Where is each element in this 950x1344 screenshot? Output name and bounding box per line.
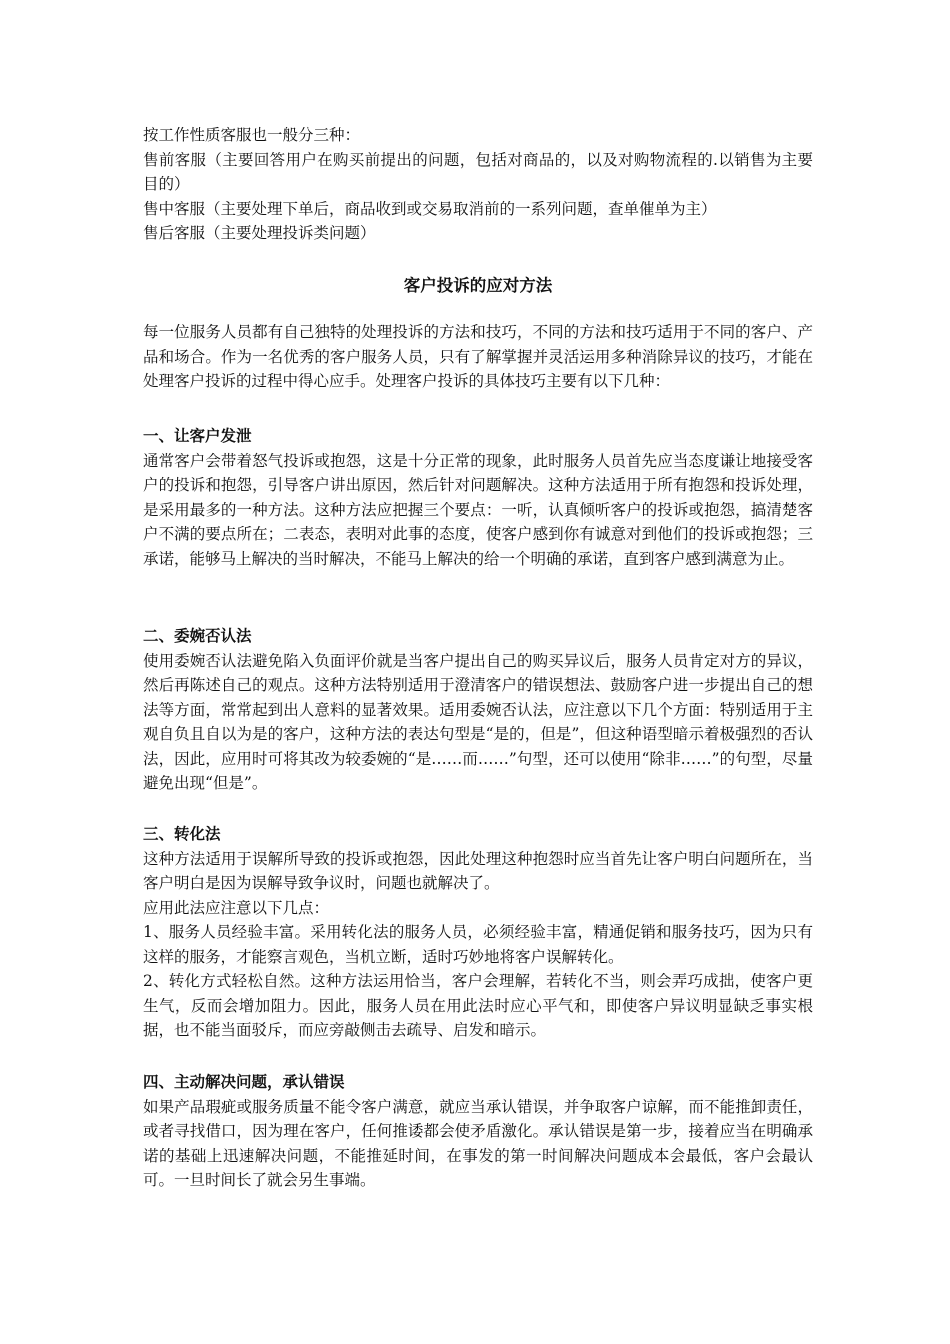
section-1-heading: 一、让客户发泄 [143, 427, 252, 445]
section-4 [143, 1070, 813, 1193]
section-1-paragraph: 通常客户会带着怒气投诉或抱怨，这是十分正常的现象，此时服务人员首先应当态度谦让地接受客户的投诉和抱怨，引导客户讲出原因，然后针对问题解决。这种方法适用于所有抱怨和投诉处理，是采用最多的一种方法。这种方法应把握三个要点：一听，认真倾听客户的投诉或抱怨，搞清楚客户不满的要点所在；二表态，表明对此事的态度，使客户感到你有诚意对到他们的投诉或抱怨；三承诺，能够马上解决的当时解决，不能马上解决的给一个明确的承诺，直到客户感到满意为止。 [143, 451, 813, 568]
intro-line-4: 售后客服（主要处理投诉类问题） [143, 224, 376, 242]
intro-line-3: 售中客服（主要处理下单后，商品收到或交易取消前的一系列问题，查单催单为主） [143, 199, 717, 218]
section-4-paragraph: 如果产品瑕疵或服务质量不能令客户满意，就应当承认错误，并争取客户谅解，而不能推卸责任，或者寻找借口，因为理在客户，任何推诿都会使矛盾激化。承认错误是第一步，接着应当在明确承诺的基础上迅速解决问题，不能推延时间，在事发的第一时间解决问题成本会最低，客户会最认可。一旦时间长了就会另生事端。 [143, 1097, 813, 1189]
section-1 [143, 424, 813, 571]
section-2 [143, 624, 813, 796]
section-2-heading: 二、委婉否认法 [143, 627, 252, 645]
opening-paragraph: 每一位服务人员都有自己独特的处理投诉的方法和技巧，不同的方法和技巧适用于不同的客户、产品和场合。作为一名优秀的客户服务人员，只有了解掌握并灵活运用多种消除异议的技巧，才能在处理客户投诉的过程中得心应手。处理客户投诉的具体技巧主要有以下几种： [143, 323, 813, 390]
intro-block [143, 123, 813, 246]
page-title: 客户投诉的应对方法 [403, 276, 553, 295]
section-3 [143, 822, 813, 1043]
section-3-note: 应用此法应注意以下几点： [143, 898, 330, 917]
section-3-point-2: 2、转化方式轻松自然。这种方法运用恰当，客户会理解，若转化不当，则会弄巧成拙，使客户更生气，反而会增加阻力。因此，服务人员在用此法时应心平气和，即使客户异议明显缺乏事实根据，也不能当面驳斥，而应旁敲侧击去疏导、启发和暗示。 [143, 972, 813, 1039]
opening-paragraph-block [143, 320, 813, 394]
intro-line-2: 售前客服（主要回答用户在购买前提出的问题，包括对商品的，以及对购物流程的.以销售为主要目的） [143, 150, 813, 193]
section-3-heading: 三、转化法 [143, 825, 221, 843]
intro-line-1: 按工作性质客服也一般分三种： [143, 126, 361, 144]
section-3-point-1: 1、服务人员经验丰富。采用转化法的服务人员，必须经验丰富，精通促销和服务技巧，因为只有这样的服务，才能察言观色，当机立断，适时巧妙地将客户误解转化。 [143, 923, 813, 966]
section-4-heading: 四、主动解决问题，承认错误 [143, 1073, 345, 1091]
section-2-paragraph: 使用委婉否认法避免陷入负面评价就是当客户提出自己的购买异议后，服务人员肯定对方的异议，然后再陈述自己的观点。这种方法特别适用于澄清客户的错误想法、鼓励客户进一步提出自己的想法等方面，常常起到出人意料的显著效果。适用委婉否认法，应注意以下几个方面：特别适用于主观自负且自以为是的客户，这种方法的表达句型是“是的，但是”，但这种语型暗示着极强烈的否认法，因此，应用时可将其改为较委婉的“是……而……”句型，还可以使用“除非……”的句型，尽量避免出现“但是”。 [143, 651, 813, 792]
section-3-paragraph: 这种方法适用于误解所导致的投诉或抱怨，因此处理这种抱怨时应当首先让客户明白问题所在，当客户明白是因为误解导致争议时，问题也就解决了。 [143, 849, 813, 892]
